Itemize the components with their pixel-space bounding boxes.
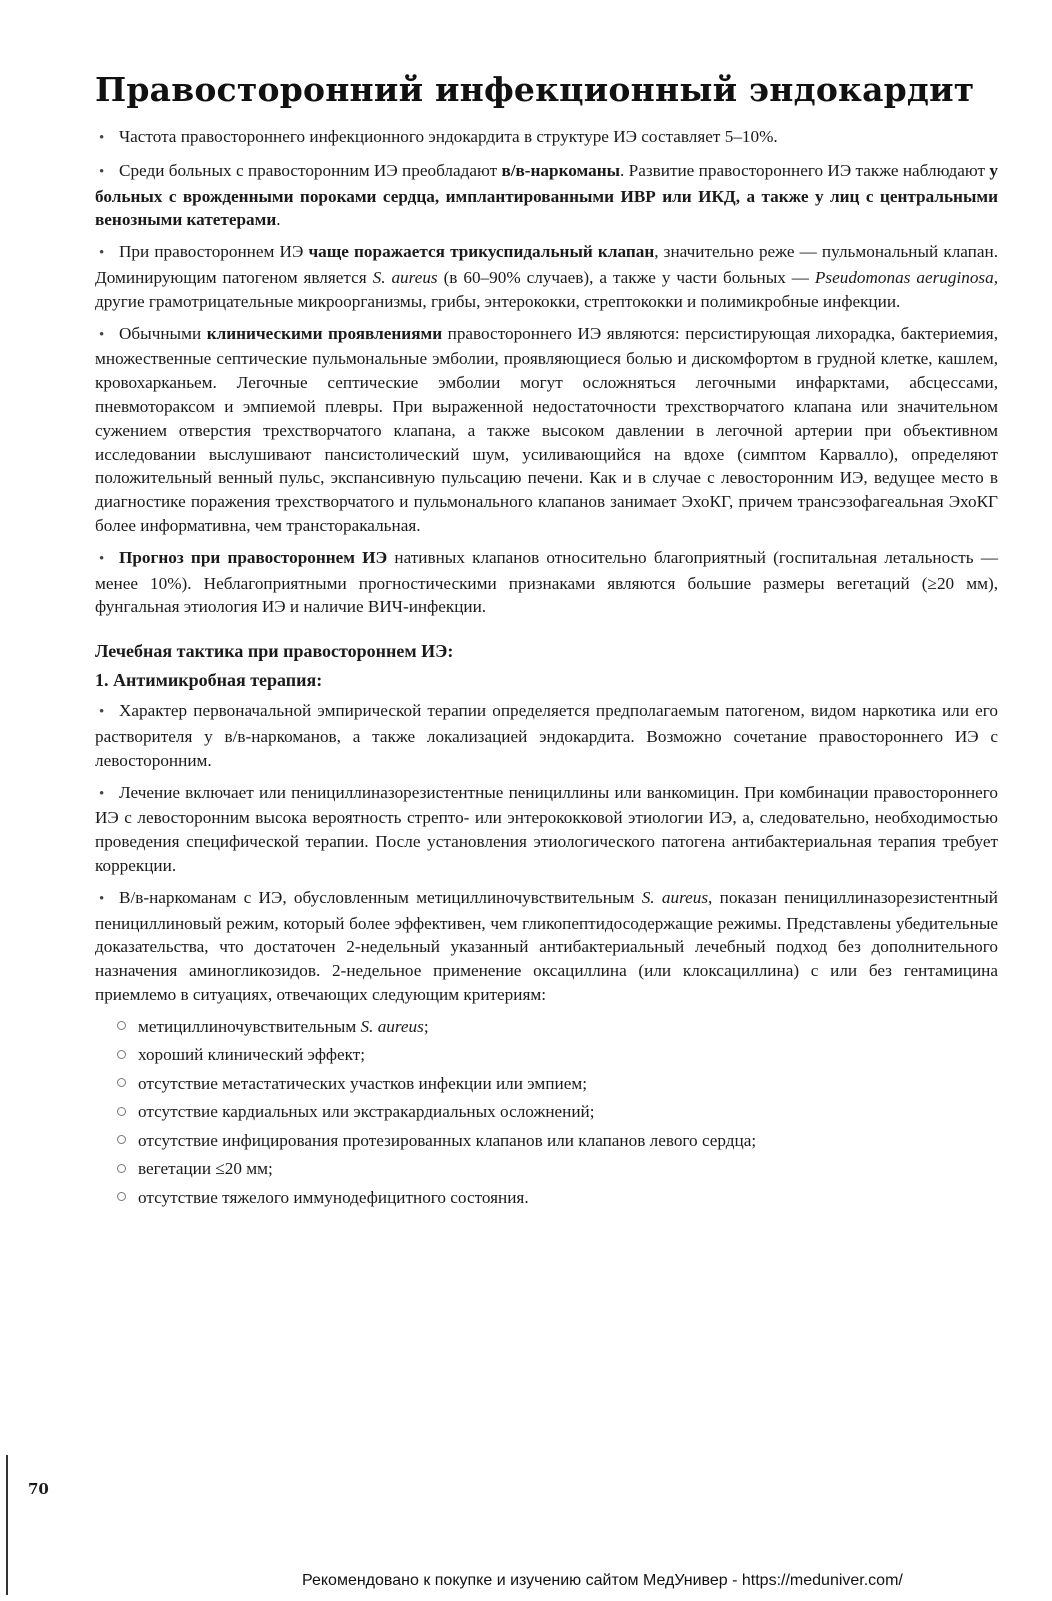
circle-bullet-icon [117, 1050, 126, 1059]
paragraph-treatment: • Лечение включает или пенициллиназорезистентные пенициллины или ванкомицин. При комбинации правостороннего ИЭ с левосторонним высока вероятность стрепто- или энтерококковой этиологии ИЭ, а, следовательно, необходимостью проведения специфической терапии. После установления этиологического патогена антибактериальная терапия требует коррекции. [95, 782, 998, 875]
page-content [95, 70, 998, 1214]
bullet-icon: • [99, 245, 105, 262]
list-item: хороший клинический эффект; [117, 1043, 998, 1067]
list-item: отсутствие тяжелого иммунодефицитного состояния. [117, 1186, 998, 1210]
bullet-icon: • [99, 326, 105, 343]
paragraph-frequency: • Частота правостороннего инфекционного эндокардита в структуре ИЭ составляет 5–10%. [95, 125, 998, 151]
paragraph-valve: • При правостороннем ИЭ чаще поражается трикуспидальный клапан, значительно реже — пульмональный клапан. Доминирующим патогеном является S. aureus (в 60–90% случаев), а также у части больных — Pseudomonas aeruginosa, другие грамотрицательные микроорганизмы, грибы, энтерококки, стрептококки и полимикробные инфекции. [95, 242, 998, 311]
list-item: вегетации ≤20 мм; [117, 1157, 998, 1181]
list-item: отсутствие метастатических участков инфекции или эмпием; [117, 1072, 998, 1096]
paragraph-empiric: • Характер первоначальной эмпирической терапии определяется предполагаемым патогеном, видом наркотика или его растворителя у в/в-наркоманов, а также локализацией эндокардита. Возможно сочетание правостороннего ИЭ с левосторонним. [95, 701, 998, 770]
footer-watermark: Рекомендовано к покупке и изучению сайтом МедУнивер - https://meduniver.com/ [302, 1572, 903, 1589]
circle-bullet-icon [117, 1107, 126, 1116]
section-heading: Лечебная тактика при правостороннем ИЭ: [95, 641, 454, 662]
list-item: отсутствие инфицирования протезированных клапанов или клапанов левого сердца; [117, 1129, 998, 1153]
circle-bullet-icon [117, 1192, 126, 1201]
circle-bullet-icon [117, 1021, 126, 1030]
criteria-list [95, 1015, 998, 1210]
paragraph-patients: • Среди больных с правосторонним ИЭ преобладают в/в-наркоманы. Развитие правостороннего ИЭ также наблюдают у больных с врожденными пороками сердца, имплантированными ИВР или ИКД, а также у лиц с центральными венозными катетерами. [95, 160, 998, 230]
list-item: метициллиночувствительным S. aureus; [117, 1015, 998, 1039]
bullet-icon: • [99, 890, 105, 907]
subsection-heading: 1. Антимикробная терапия: [95, 670, 323, 691]
bullet-icon: • [99, 130, 105, 146]
page-title: Правосторонний инфекционный эндокардит [95, 70, 975, 109]
bullet-icon: • [99, 163, 105, 180]
circle-bullet-icon [117, 1164, 126, 1173]
circle-bullet-icon [117, 1135, 126, 1144]
paragraph-clinical: • Обычными клиническими проявлениями правостороннего ИЭ являются: персистирующая лихорадка, бактериемия, множественные септические пульмональные эмболии, проявляющиеся болью и дискомфортом в грудной клетке, кашлем, кровохарканьем. Легочные септические эмболии могут осложняться легочными инфарктами, абсцессами, пневмотораксом и эмпиемой плевры. При выраженной недостаточности трехстворчатого клапана или значительном сужением отверстия трехстворчатого клапана, а также высоком давлении в легочной артерии при объективном исследовании выслушивают пансистолический шум, усиливающийся на вдохе (симптом Карвалло), определяют положительный венный пульс, экспансивную пульсацию печени. Как и в случае с левосторонним ИЭ, ведущее место в диагностике поражения трехстворчатого и пульмонального клапанов занимает ЭхоКГ, причем трансэзофагеальная ЭхоКГ более информативна, чем трансторакальная. [95, 323, 999, 535]
circle-bullet-icon [117, 1078, 126, 1087]
list-item: отсутствие кардиальных или экстракардиальных осложнений; [117, 1100, 998, 1124]
paragraph-prognosis: • Прогноз при правостороннем ИЭ нативных клапанов относительно благоприятный (госпитальная летальность — менее 10%). Неблагоприятными прогностическими признаками являются большие размеры вегетаций (≥20 мм), фунгальная этиология ИЭ и наличие ВИЧ-инфекции. [95, 547, 999, 617]
page-number: 70 [28, 1480, 49, 1498]
bullet-icon: • [99, 785, 105, 802]
paragraph-regimen: • В/в-наркоманам с ИЭ, обусловленным метициллиночувствительным S. aureus, показан пенициллиназорезистентный пенициллиновый режим, который более эффективен, чем гликопептидосодержащие режимы. Представлены убедительные доказательства, что достаточен 2-недельный указанный антибактериальный лечебный подход без дополнительного назначения аминогликозидов. 2-недельное применение оксациллина (или клоксациллина) с или без гентамицина приемлемо в ситуациях, отвечающих следующим критериям: [95, 887, 998, 1004]
bullet-icon: • [99, 550, 105, 567]
page-edge-line [6, 1455, 8, 1595]
bullet-icon: • [99, 704, 105, 721]
